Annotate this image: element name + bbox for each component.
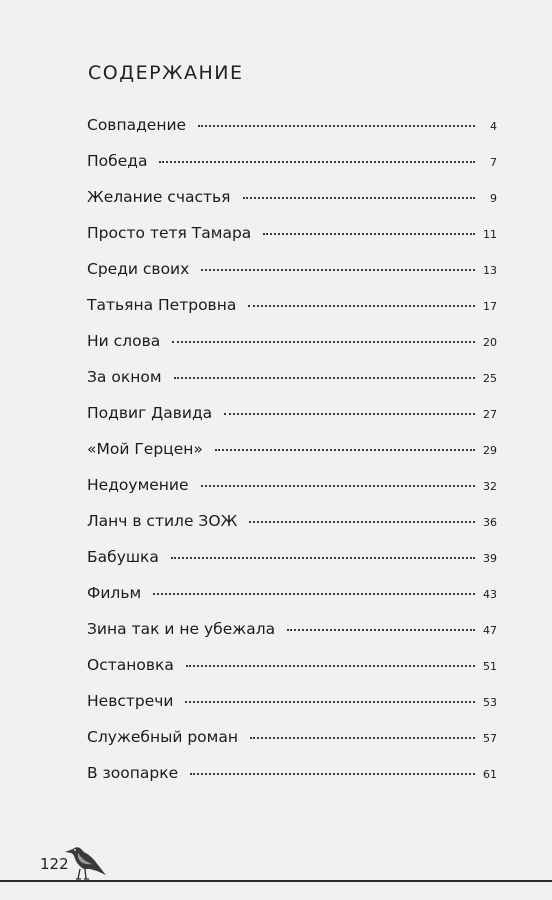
toc-entry-title: Татьяна Петровна <box>87 296 237 314</box>
toc-dot-leader <box>201 269 475 271</box>
toc-dot-leader <box>263 233 475 235</box>
toc-entry-title: Бабушка <box>87 548 159 566</box>
toc-entry <box>87 728 497 764</box>
toc-entry <box>87 224 497 260</box>
toc-entry <box>87 260 497 296</box>
toc-dot-leader <box>159 161 475 163</box>
toc-entry <box>87 548 497 584</box>
toc-entry-title: Недоумение <box>87 476 189 494</box>
toc-entry <box>87 152 497 188</box>
toc-entry <box>87 620 497 656</box>
toc-entry-title: Фильм <box>87 584 142 602</box>
toc-entry-page: 11 <box>483 228 497 241</box>
toc-entry <box>87 512 497 548</box>
toc-entry-page: 32 <box>483 480 497 493</box>
toc-dot-leader <box>215 449 475 451</box>
crow-icon <box>62 838 108 884</box>
toc-entry-page: 61 <box>483 768 497 781</box>
toc-entry-title: Подвиг Давида <box>87 404 213 422</box>
toc-entry-page: 9 <box>490 192 497 205</box>
bottom-rule <box>0 880 552 882</box>
toc-dot-leader <box>287 629 475 631</box>
toc-dot-leader <box>186 665 475 667</box>
page-number: 122 <box>40 855 69 873</box>
toc-entry-page: 53 <box>483 696 497 709</box>
toc-entry-title: Просто тетя Тамара <box>87 224 252 242</box>
toc-entry-page: 39 <box>483 552 497 565</box>
toc-entry-title: За окном <box>87 368 162 386</box>
toc-entry-title: Желание счастья <box>87 188 231 206</box>
toc-entry-page: 13 <box>483 264 497 277</box>
toc-entry <box>87 188 497 224</box>
toc-entry-page: 25 <box>483 372 497 385</box>
toc-entry-title: Остановка <box>87 656 174 674</box>
toc-entry-page: 4 <box>490 120 497 133</box>
toc-entry-page: 43 <box>483 588 497 601</box>
toc-entry-page: 7 <box>490 156 497 169</box>
toc-entry-page: 36 <box>483 516 497 529</box>
toc-entry <box>87 656 497 692</box>
toc-dot-leader <box>248 305 475 307</box>
toc-entry-title: Победа <box>87 152 148 170</box>
toc-entry-page: 17 <box>483 300 497 313</box>
toc-dot-leader <box>198 125 475 127</box>
table-of-contents <box>87 116 497 800</box>
toc-entry <box>87 116 497 152</box>
page-title: СОДЕРЖАНИЕ <box>88 62 244 84</box>
toc-entry-page: 27 <box>483 408 497 421</box>
toc-entry-title: Служебный роман <box>87 728 238 746</box>
toc-entry <box>87 332 497 368</box>
toc-entry <box>87 296 497 332</box>
toc-entry <box>87 476 497 512</box>
toc-entry-page: 29 <box>483 444 497 457</box>
toc-dot-leader <box>243 197 476 199</box>
toc-entry-title: Среди своих <box>87 260 190 278</box>
toc-entry-page: 47 <box>483 624 497 637</box>
toc-entry-title: Невстречи <box>87 692 174 710</box>
toc-entry-title: Ланч в стиле ЗОЖ <box>87 512 238 530</box>
toc-dot-leader <box>172 341 475 343</box>
toc-entry-title: В зоопарке <box>87 764 179 782</box>
toc-dot-leader <box>224 413 475 415</box>
toc-dot-leader <box>190 773 475 775</box>
toc-dot-leader <box>249 521 475 523</box>
toc-entry-title: «Мой Герцен» <box>87 440 203 458</box>
toc-dot-leader <box>185 701 475 703</box>
toc-entry <box>87 404 497 440</box>
toc-dot-leader <box>174 377 475 379</box>
toc-entry <box>87 764 497 800</box>
toc-dot-leader <box>250 737 475 739</box>
toc-entry <box>87 692 497 728</box>
toc-entry-title: Ни слова <box>87 332 161 350</box>
toc-entry-page: 20 <box>483 336 497 349</box>
toc-entry <box>87 584 497 620</box>
toc-entry-page: 51 <box>483 660 497 673</box>
toc-entry-page: 57 <box>483 732 497 745</box>
toc-entry-title: Совпадение <box>87 116 187 134</box>
toc-dot-leader <box>201 485 475 487</box>
toc-entry-title: Зина так и не убежала <box>87 620 276 638</box>
toc-entry <box>87 440 497 476</box>
toc-entry <box>87 368 497 404</box>
toc-dot-leader <box>171 557 475 559</box>
toc-dot-leader <box>153 593 475 595</box>
